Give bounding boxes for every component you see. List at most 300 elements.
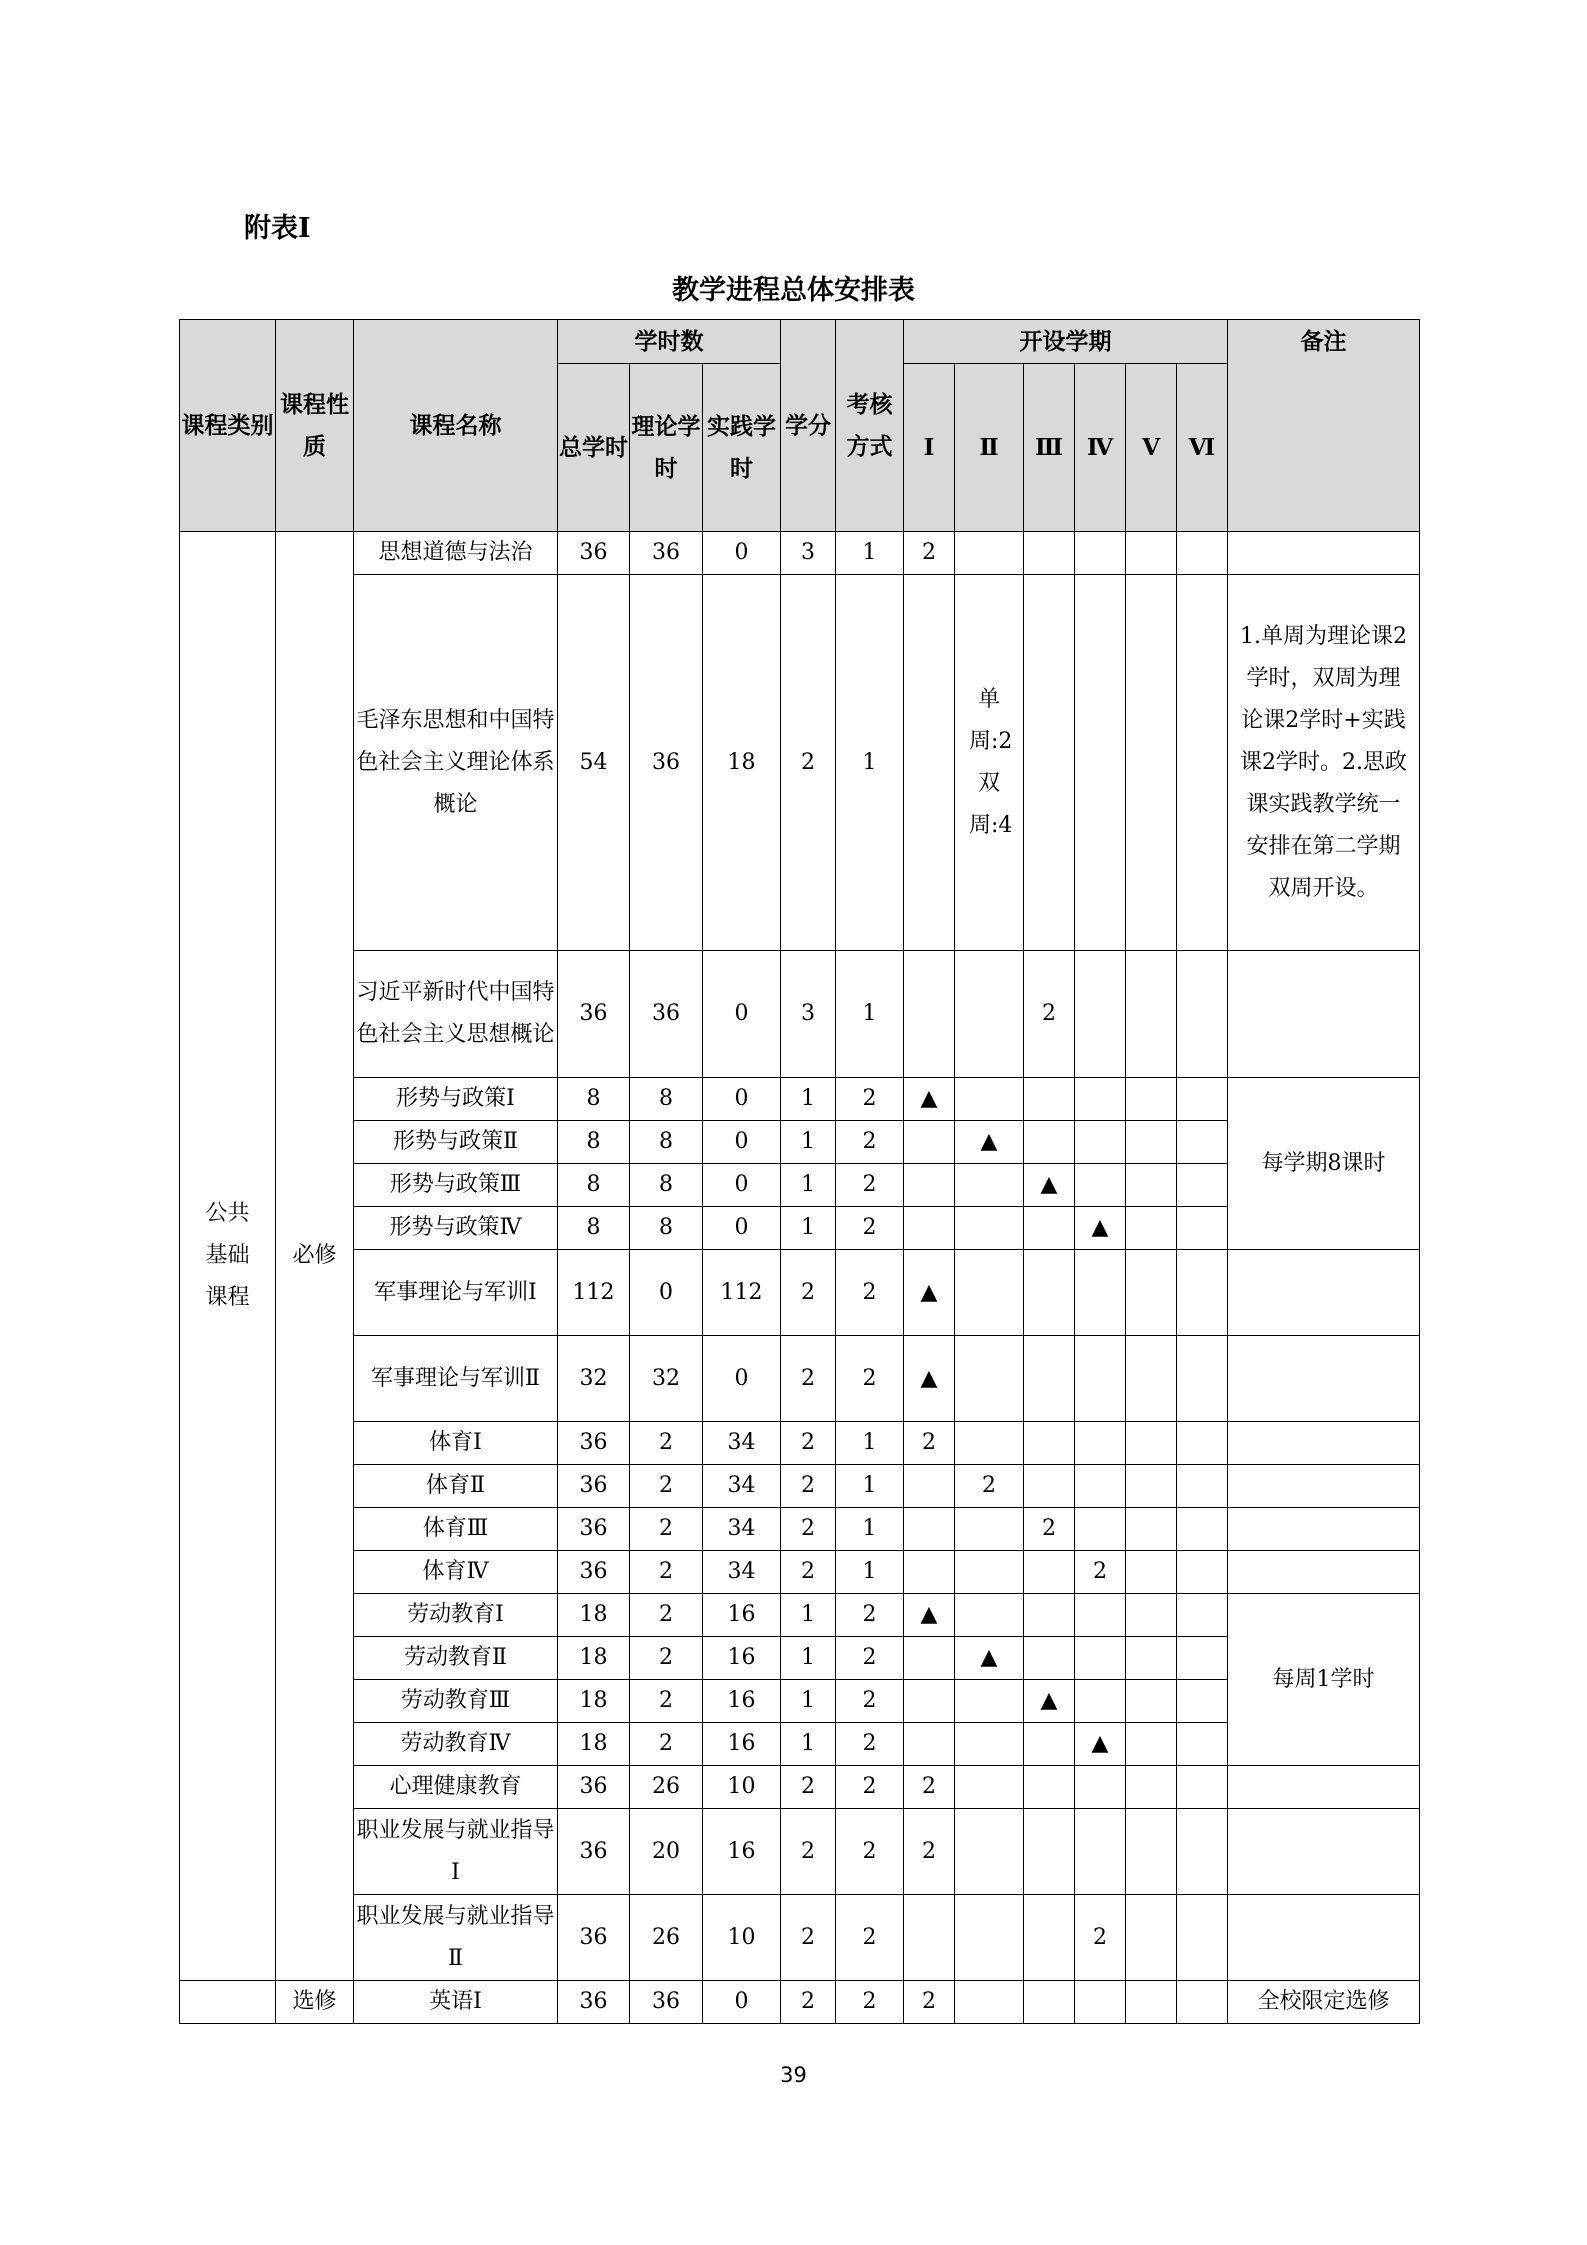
- remarks-cell: [1228, 1895, 1420, 1981]
- header-remarks: 备注: [1228, 320, 1420, 364]
- course-name-cell: 英语Ⅰ: [354, 1981, 558, 2024]
- table-title: 教学进程总体安排表: [672, 275, 915, 306]
- cell-total: 36: [558, 1809, 630, 1895]
- header-course-name: 课程名称: [354, 320, 558, 532]
- cell-credits: 2: [781, 1422, 836, 1465]
- header-semester-6: Ⅵ: [1177, 364, 1228, 532]
- cell-practice: 34: [703, 1465, 781, 1508]
- cell-assess: 2: [836, 1981, 904, 2024]
- cell-total: 18: [558, 1723, 630, 1766]
- cell-practice: 10: [703, 1895, 781, 1981]
- cell-total: 8: [558, 1207, 630, 1250]
- cell-theory: 36: [630, 951, 703, 1078]
- remarks-cell: [1228, 1551, 1420, 1594]
- cell-assess: 2: [836, 1809, 904, 1895]
- cell-s2: [955, 1336, 1024, 1422]
- cell-credits: 1: [781, 1723, 836, 1766]
- cell-total: 54: [558, 575, 630, 951]
- cell-s3: [1024, 1422, 1075, 1465]
- cell-s3: [1024, 1078, 1075, 1121]
- cell-s3: [1024, 1465, 1075, 1508]
- cell-total: 36: [558, 1981, 630, 2024]
- cell-s6: [1177, 575, 1228, 951]
- cell-practice: 112: [703, 1250, 781, 1336]
- cell-s2: [955, 1723, 1024, 1766]
- cell-s5: [1126, 1551, 1177, 1594]
- course-name-cell: 职业发展与就业指导Ⅱ: [354, 1895, 558, 1981]
- cell-practice: 34: [703, 1508, 781, 1551]
- cell-s1: [904, 1551, 955, 1594]
- cell-theory: 0: [630, 1250, 703, 1336]
- cell-total: 36: [558, 1508, 630, 1551]
- cell-total: 18: [558, 1637, 630, 1680]
- cell-s4: [1075, 1164, 1126, 1207]
- cell-total: 36: [558, 1465, 630, 1508]
- cell-s3: [1024, 1766, 1075, 1809]
- cell-assess: 2: [836, 1594, 904, 1637]
- table-row: [180, 1250, 1420, 1336]
- remarks-cell: [1228, 1809, 1420, 1895]
- cell-s6: [1177, 1465, 1228, 1508]
- cell-s5: [1126, 1680, 1177, 1723]
- cell-s2: [955, 1250, 1024, 1336]
- cell-credits: 2: [781, 1809, 836, 1895]
- cell-credits: 1: [781, 1680, 836, 1723]
- cell-s3: [1024, 532, 1075, 575]
- cell-s1: ▲: [904, 1078, 955, 1121]
- cell-s4: [1075, 1422, 1126, 1465]
- course-name-cell: 劳动教育Ⅰ: [354, 1594, 558, 1637]
- cell-s5: [1126, 1164, 1177, 1207]
- cell-s3: [1024, 1809, 1075, 1895]
- table-row: [180, 1336, 1420, 1422]
- cell-assess: 1: [836, 575, 904, 951]
- header-semester-4: Ⅳ: [1075, 364, 1126, 532]
- cell-s4: [1075, 1465, 1126, 1508]
- cell-s4: [1075, 575, 1126, 951]
- course-name-cell: 劳动教育Ⅲ: [354, 1680, 558, 1723]
- header-semester-2: Ⅱ: [955, 364, 1024, 532]
- remarks-cell: [1228, 532, 1420, 575]
- header-total-hours: 总学时: [558, 364, 630, 532]
- cell-assess: 2: [836, 1250, 904, 1336]
- schedule-table: [179, 319, 1420, 2024]
- cell-s1: [904, 1680, 955, 1723]
- course-name-cell: 形势与政策Ⅰ: [354, 1078, 558, 1121]
- cell-s3: 2: [1024, 951, 1075, 1078]
- cell-s5: [1126, 1422, 1177, 1465]
- cell-credits: 1: [781, 1121, 836, 1164]
- remarks-cell: 全校限定选修: [1228, 1981, 1420, 2024]
- header-assessment: 考核方式: [836, 320, 904, 532]
- cell-s4: [1075, 1637, 1126, 1680]
- cell-total: 36: [558, 1895, 630, 1981]
- cell-s5: [1126, 1508, 1177, 1551]
- cell-s2: [955, 1594, 1024, 1637]
- cell-s6: [1177, 1121, 1228, 1164]
- cell-practice: 0: [703, 1121, 781, 1164]
- cell-s6: [1177, 1981, 1228, 2024]
- cell-theory: 2: [630, 1723, 703, 1766]
- cell-s1: [904, 1637, 955, 1680]
- cell-s4: [1075, 1508, 1126, 1551]
- cell-assess: 1: [836, 1422, 904, 1465]
- cell-credits: 1: [781, 1078, 836, 1121]
- table-row: [180, 1766, 1420, 1809]
- cell-s1: ▲: [904, 1250, 955, 1336]
- cell-s2: [955, 532, 1024, 575]
- cell-theory: 8: [630, 1164, 703, 1207]
- cell-s4: [1075, 532, 1126, 575]
- course-name-cell: 职业发展与就业指导Ⅰ: [354, 1809, 558, 1895]
- course-name-cell: 思想道德与法治: [354, 532, 558, 575]
- cell-credits: 3: [781, 951, 836, 1078]
- cell-s3: [1024, 575, 1075, 951]
- cell-s2: ▲: [955, 1121, 1024, 1164]
- cell-s5: [1126, 575, 1177, 951]
- cell-s5: [1126, 1336, 1177, 1422]
- cell-total: 36: [558, 532, 630, 575]
- cell-s4: [1075, 1336, 1126, 1422]
- cell-s6: [1177, 1207, 1228, 1250]
- remarks-cell: 1.单周为理论课2学时，双周为理论课2学时+实践课2学时。2.思政课实践教学统一安排在第二学期双周开设。: [1228, 575, 1420, 951]
- cell-s4: ▲: [1075, 1723, 1126, 1766]
- course-name-cell: 劳动教育Ⅳ: [354, 1723, 558, 1766]
- cell-s4: [1075, 1981, 1126, 2024]
- course-name-cell: 形势与政策Ⅳ: [354, 1207, 558, 1250]
- nature-elective-cell: 选修: [276, 1981, 354, 2024]
- cell-s6: [1177, 1422, 1228, 1465]
- remarks-cell: 每学期8课时: [1228, 1078, 1420, 1250]
- cell-s5: [1126, 1121, 1177, 1164]
- cell-theory: 8: [630, 1207, 703, 1250]
- cell-total: 8: [558, 1121, 630, 1164]
- cell-s6: [1177, 951, 1228, 1078]
- header-hours-group: 学时数: [558, 320, 781, 364]
- table-row: [180, 1508, 1420, 1551]
- cell-s2: ▲: [955, 1637, 1024, 1680]
- cell-s3: [1024, 1981, 1075, 2024]
- cell-s3: [1024, 1250, 1075, 1336]
- header-theory-hours: 理论学时: [630, 364, 703, 532]
- course-name-cell: 体育Ⅳ: [354, 1551, 558, 1594]
- table-row: [180, 532, 1420, 575]
- cell-s1: [904, 1164, 955, 1207]
- table-row: [180, 575, 1420, 951]
- cell-s1: 2: [904, 1981, 955, 2024]
- course-name-cell: 毛泽东思想和中国特色社会主义理论体系概论: [354, 575, 558, 951]
- cell-s5: [1126, 1981, 1177, 2024]
- cell-assess: 2: [836, 1336, 904, 1422]
- cell-s5: [1126, 1895, 1177, 1981]
- cell-theory: 32: [630, 1336, 703, 1422]
- header-remarks-blank: [1228, 364, 1420, 532]
- cell-assess: 1: [836, 1508, 904, 1551]
- cell-s6: [1177, 1164, 1228, 1207]
- cell-practice: 16: [703, 1637, 781, 1680]
- cell-s3: [1024, 1551, 1075, 1594]
- cell-s6: [1177, 1078, 1228, 1121]
- cell-s5: [1126, 1809, 1177, 1895]
- course-name-cell: 体育Ⅲ: [354, 1508, 558, 1551]
- cell-practice: 16: [703, 1809, 781, 1895]
- cell-s3: [1024, 1121, 1075, 1164]
- header-nature: 课程性质: [276, 320, 354, 532]
- cell-s2: [955, 1766, 1024, 1809]
- remarks-cell: [1228, 1766, 1420, 1809]
- cell-practice: 34: [703, 1551, 781, 1594]
- cell-theory: 36: [630, 575, 703, 951]
- cell-theory: 2: [630, 1465, 703, 1508]
- cell-practice: 18: [703, 575, 781, 951]
- header-credits: 学分: [781, 320, 836, 532]
- table-row: [180, 1465, 1420, 1508]
- cell-practice: 16: [703, 1680, 781, 1723]
- cell-s1: ▲: [904, 1336, 955, 1422]
- cell-credits: 2: [781, 1508, 836, 1551]
- appendix-label: 附表Ⅰ: [244, 213, 311, 244]
- cell-s4: ▲: [1075, 1207, 1126, 1250]
- cell-s5: [1126, 1250, 1177, 1336]
- cell-credits: 1: [781, 1594, 836, 1637]
- cell-s5: [1126, 951, 1177, 1078]
- cell-s1: [904, 1723, 955, 1766]
- cell-theory: 2: [630, 1508, 703, 1551]
- remarks-cell: [1228, 951, 1420, 1078]
- cell-total: 8: [558, 1078, 630, 1121]
- cell-s5: [1126, 1723, 1177, 1766]
- table-row: [180, 1422, 1420, 1465]
- table-row: [180, 1809, 1420, 1895]
- category-cell: 公共基础课程: [180, 532, 276, 1981]
- cell-s3: [1024, 1594, 1075, 1637]
- cell-s4: [1075, 1809, 1126, 1895]
- cell-total: 32: [558, 1336, 630, 1422]
- cell-s6: [1177, 1680, 1228, 1723]
- cell-total: 18: [558, 1680, 630, 1723]
- cell-s2: 单周:2双周:4: [955, 575, 1024, 951]
- cell-credits: 2: [781, 1766, 836, 1809]
- cell-practice: 0: [703, 1336, 781, 1422]
- remarks-cell: [1228, 1250, 1420, 1336]
- cell-total: 18: [558, 1594, 630, 1637]
- cell-assess: 2: [836, 1164, 904, 1207]
- cell-s2: [955, 1680, 1024, 1723]
- cell-s6: [1177, 1551, 1228, 1594]
- cell-s3: ▲: [1024, 1164, 1075, 1207]
- cell-s1: [904, 1508, 955, 1551]
- cell-theory: 2: [630, 1637, 703, 1680]
- cell-assess: 2: [836, 1723, 904, 1766]
- cell-s6: [1177, 1809, 1228, 1895]
- cell-s3: [1024, 1207, 1075, 1250]
- header-semester-5: Ⅴ: [1126, 364, 1177, 532]
- cell-s4: [1075, 1078, 1126, 1121]
- cell-credits: 2: [781, 1981, 836, 2024]
- cell-credits: 1: [781, 1207, 836, 1250]
- cell-theory: 36: [630, 532, 703, 575]
- table-row: [180, 1594, 1420, 1637]
- cell-s2: [955, 1422, 1024, 1465]
- header-practice-hours: 实践学时: [703, 364, 781, 532]
- table-row: [180, 1551, 1420, 1594]
- cell-s2: [955, 1809, 1024, 1895]
- cell-s6: [1177, 1723, 1228, 1766]
- cell-s5: [1126, 1594, 1177, 1637]
- cell-practice: 16: [703, 1594, 781, 1637]
- cell-s4: 2: [1075, 1551, 1126, 1594]
- cell-theory: 2: [630, 1551, 703, 1594]
- cell-s5: [1126, 1637, 1177, 1680]
- cell-s4: [1075, 1766, 1126, 1809]
- course-name-cell: 军事理论与军训Ⅰ: [354, 1250, 558, 1336]
- cell-s2: [955, 1895, 1024, 1981]
- cell-theory: 36: [630, 1981, 703, 2024]
- cell-s3: [1024, 1895, 1075, 1981]
- cell-s6: [1177, 1895, 1228, 1981]
- cell-total: 112: [558, 1250, 630, 1336]
- cell-practice: 0: [703, 1981, 781, 2024]
- table-row: [180, 951, 1420, 1078]
- cell-s5: [1126, 1207, 1177, 1250]
- cell-total: 36: [558, 951, 630, 1078]
- cell-s2: [955, 1551, 1024, 1594]
- cell-s2: [955, 1078, 1024, 1121]
- cell-s2: [955, 1981, 1024, 2024]
- cell-assess: 2: [836, 1766, 904, 1809]
- category-cell-continued: [180, 1981, 276, 2024]
- cell-assess: 1: [836, 532, 904, 575]
- cell-assess: 2: [836, 1680, 904, 1723]
- cell-s1: [904, 951, 955, 1078]
- cell-s1: [904, 1895, 955, 1981]
- cell-practice: 0: [703, 1164, 781, 1207]
- cell-s1: [904, 1121, 955, 1164]
- nature-required-cell: 必修: [276, 532, 354, 1981]
- cell-s1: 2: [904, 1422, 955, 1465]
- cell-total: 36: [558, 1422, 630, 1465]
- cell-theory: 2: [630, 1594, 703, 1637]
- course-name-cell: 形势与政策Ⅲ: [354, 1164, 558, 1207]
- cell-practice: 0: [703, 1207, 781, 1250]
- cell-theory: 8: [630, 1121, 703, 1164]
- course-name-cell: 心理健康教育: [354, 1766, 558, 1809]
- cell-total: 36: [558, 1551, 630, 1594]
- cell-assess: 1: [836, 1551, 904, 1594]
- cell-s6: [1177, 1250, 1228, 1336]
- remarks-cell: 每周1学时: [1228, 1594, 1420, 1766]
- header-semester-group: 开设学期: [904, 320, 1228, 364]
- cell-s4: [1075, 1250, 1126, 1336]
- remarks-cell: [1228, 1465, 1420, 1508]
- header-semester-3: Ⅲ: [1024, 364, 1075, 532]
- remarks-cell: [1228, 1336, 1420, 1422]
- cell-s6: [1177, 1508, 1228, 1551]
- course-name-cell: 习近平新时代中国特色社会主义思想概论: [354, 951, 558, 1078]
- cell-theory: 26: [630, 1895, 703, 1981]
- cell-s2: [955, 1164, 1024, 1207]
- cell-practice: 0: [703, 951, 781, 1078]
- table-row: [180, 1078, 1420, 1121]
- cell-assess: 2: [836, 1637, 904, 1680]
- cell-s6: [1177, 1637, 1228, 1680]
- cell-s1: 2: [904, 1766, 955, 1809]
- cell-s4: [1075, 1594, 1126, 1637]
- cell-assess: 1: [836, 1465, 904, 1508]
- cell-s5: [1126, 1078, 1177, 1121]
- cell-s2: [955, 1207, 1024, 1250]
- cell-s1: 2: [904, 532, 955, 575]
- cell-s3: [1024, 1723, 1075, 1766]
- cell-s2: [955, 1508, 1024, 1551]
- cell-assess: 2: [836, 1207, 904, 1250]
- cell-s2: [955, 951, 1024, 1078]
- header-semester-1: Ⅰ: [904, 364, 955, 532]
- course-name-cell: 军事理论与军训Ⅱ: [354, 1336, 558, 1422]
- cell-s4: [1075, 1680, 1126, 1723]
- cell-s3: 2: [1024, 1508, 1075, 1551]
- cell-s5: [1126, 532, 1177, 575]
- cell-s3: ▲: [1024, 1680, 1075, 1723]
- cell-assess: 2: [836, 1078, 904, 1121]
- cell-assess: 2: [836, 1895, 904, 1981]
- cell-credits: 1: [781, 1637, 836, 1680]
- cell-s6: [1177, 1594, 1228, 1637]
- cell-credits: 3: [781, 532, 836, 575]
- cell-s6: [1177, 1766, 1228, 1809]
- cell-s1: [904, 575, 955, 951]
- remarks-cell: [1228, 1508, 1420, 1551]
- cell-theory: 8: [630, 1078, 703, 1121]
- course-name-cell: 劳动教育Ⅱ: [354, 1637, 558, 1680]
- cell-credits: 2: [781, 1250, 836, 1336]
- cell-credits: 1: [781, 1164, 836, 1207]
- cell-credits: 2: [781, 1551, 836, 1594]
- cell-theory: 2: [630, 1680, 703, 1723]
- cell-practice: 0: [703, 532, 781, 575]
- cell-s5: [1126, 1465, 1177, 1508]
- cell-assess: 1: [836, 951, 904, 1078]
- course-name-cell: 体育Ⅰ: [354, 1422, 558, 1465]
- cell-credits: 2: [781, 575, 836, 951]
- cell-s1: ▲: [904, 1594, 955, 1637]
- cell-s1: [904, 1207, 955, 1250]
- cell-practice: 10: [703, 1766, 781, 1809]
- cell-s5: [1126, 1766, 1177, 1809]
- page-number: 39: [780, 2063, 807, 2087]
- cell-s6: [1177, 532, 1228, 575]
- header-category: 课程类别: [180, 320, 276, 532]
- cell-s4: 2: [1075, 1895, 1126, 1981]
- cell-s4: [1075, 1121, 1126, 1164]
- cell-s4: [1075, 951, 1126, 1078]
- cell-practice: 34: [703, 1422, 781, 1465]
- course-name-cell: 体育Ⅱ: [354, 1465, 558, 1508]
- cell-s1: 2: [904, 1809, 955, 1895]
- table-row: [180, 1981, 1420, 2024]
- cell-credits: 2: [781, 1336, 836, 1422]
- cell-s3: [1024, 1637, 1075, 1680]
- cell-practice: 0: [703, 1078, 781, 1121]
- remarks-cell: [1228, 1422, 1420, 1465]
- cell-total: 8: [558, 1164, 630, 1207]
- cell-credits: 2: [781, 1465, 836, 1508]
- cell-s1: [904, 1465, 955, 1508]
- cell-practice: 16: [703, 1723, 781, 1766]
- course-name-cell: 形势与政策Ⅱ: [354, 1121, 558, 1164]
- cell-s2: 2: [955, 1465, 1024, 1508]
- cell-theory: 26: [630, 1766, 703, 1809]
